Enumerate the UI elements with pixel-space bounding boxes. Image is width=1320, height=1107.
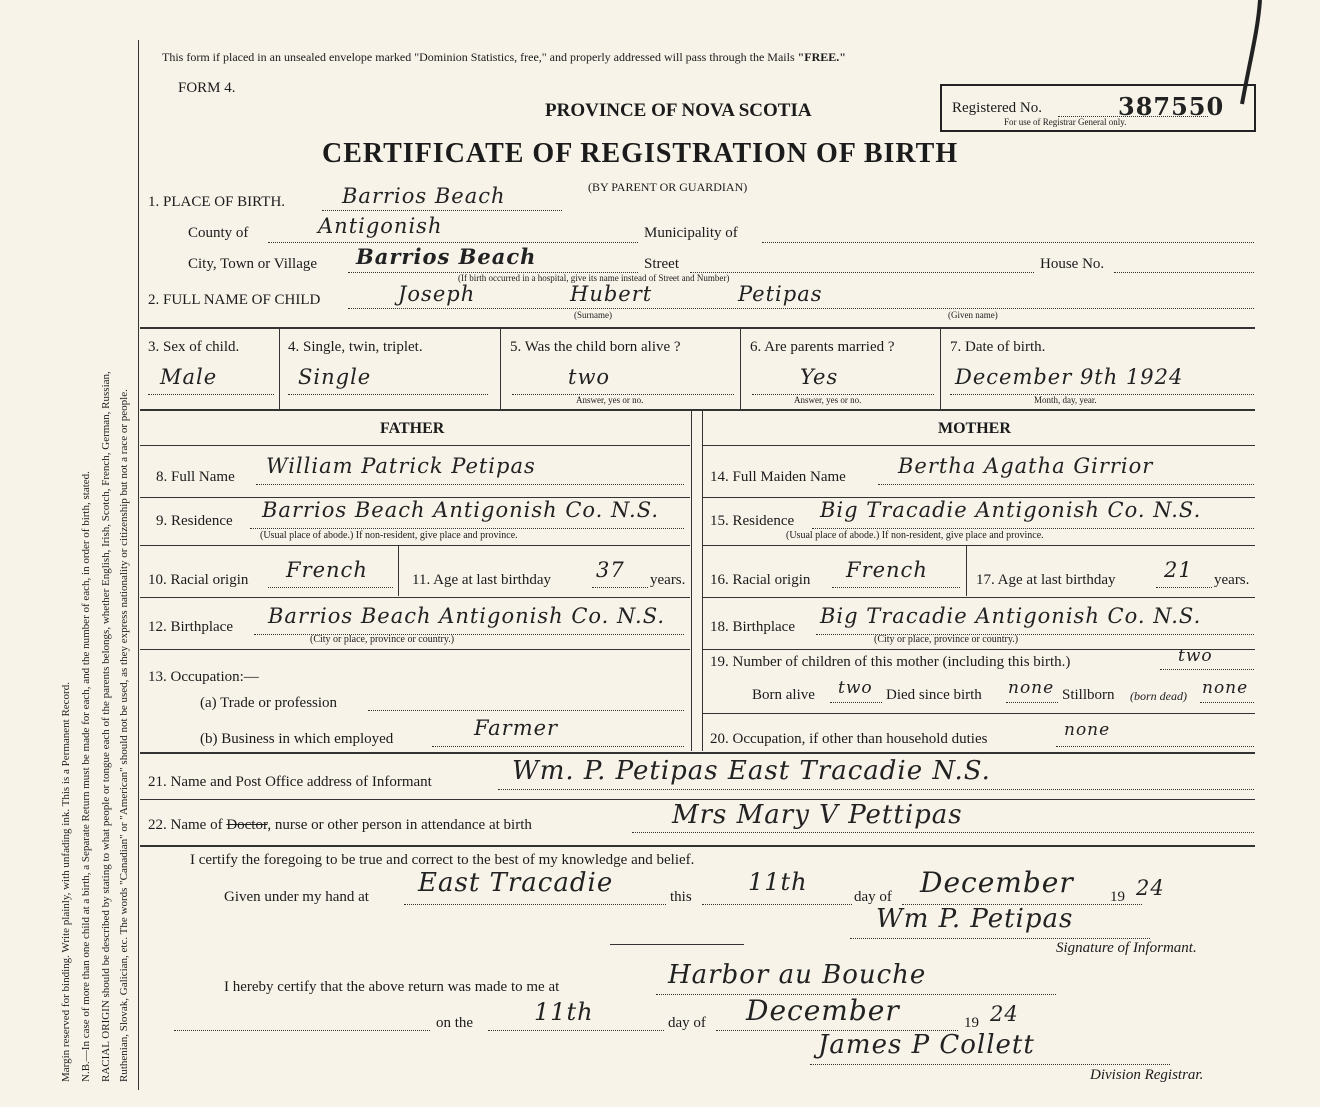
label-attendant: 22. Name of Doctor, nurse or other person in attendance at birth <box>148 817 532 833</box>
value-given-at: East Tracadie <box>418 868 614 898</box>
label-municipality: Municipality of <box>644 225 738 241</box>
value-father-residence: Barrios Beach Antigonish Co. N.S. <box>262 498 660 522</box>
label-born-alive: 5. Was the child born alive ? <box>510 339 681 355</box>
value-place-of-birth: Barrios Beach <box>342 184 506 208</box>
subtitle: (BY PARENT OR GUARDIAN) <box>588 180 748 194</box>
page-title: CERTIFICATE OF REGISTRATION OF BIRTH <box>322 138 959 169</box>
mail-notice: This form if placed in an unsealed envelope marked "Dominion Statistics, free," and properly addressed will pass through the Mails "FREE." <box>162 50 846 64</box>
label-mother-racial: 16. Racial origin <box>710 572 811 588</box>
father-city-note: (City or place, province or country.) <box>310 634 455 645</box>
value-city: Barrios Beach <box>356 244 537 269</box>
label-married: 6. Are parents married ? <box>750 339 895 355</box>
informant-signature: Wm P. Petipas <box>876 904 1074 934</box>
label-sex: 3. Sex of child. <box>148 339 240 355</box>
value-father-birthplace: Barrios Beach Antigonish Co. N.S. <box>268 604 666 628</box>
father-usual-place-note: (Usual place of abode.) If non-resident, give place and province. <box>260 530 518 541</box>
registrar-use-note: For use of Registrar General only. <box>1004 117 1127 127</box>
label-born-alive-count: Born alive <box>752 687 815 703</box>
value-on-year: 24 <box>990 1002 1019 1026</box>
value-mother-occupation: none <box>1064 720 1111 740</box>
value-county: Antigonish <box>318 214 443 238</box>
label-street: Street <box>644 256 679 272</box>
label-father-name: 8. Full Name <box>156 469 235 485</box>
label-surname: (Surname) <box>574 310 612 320</box>
label-mother-age: 17. Age at last birthday <box>976 572 1116 588</box>
registered-value: 387550 <box>1118 92 1225 121</box>
label-on-the: on the <box>436 1015 474 1031</box>
label-city: City, Town or Village <box>188 256 318 272</box>
margin-note-nb: N.B.—In case of more than one child at a birth, a Separate Return must be made for each, and the number of each, in order of birth, stated. <box>80 471 92 1082</box>
label-father-years: years. <box>650 572 686 588</box>
value-mother-maiden: Bertha Agatha Girrior <box>898 454 1154 478</box>
label-hereby: I hereby certify that the above return was made to me at <box>224 979 560 995</box>
value-attendant: Mrs Mary V Pettipas <box>672 800 963 830</box>
label-house-no: House No. <box>1040 256 1105 272</box>
mother-city-note: (City or place, province or country.) <box>874 634 1019 645</box>
value-father-name: William Patrick Petipas <box>266 454 536 478</box>
label-signature-informant: Signature of Informant. <box>1056 940 1197 956</box>
label-mother-maiden: 14. Full Maiden Name <box>710 469 846 485</box>
label-date-of-birth: 7. Date of birth. <box>950 339 1046 355</box>
value-given-day: 11th <box>748 868 808 896</box>
label-mother-residence: 15. Residence <box>710 513 795 529</box>
father-heading: FATHER <box>380 420 445 437</box>
value-children: two <box>1178 646 1213 666</box>
label-father-residence: 9. Residence <box>156 513 233 529</box>
given-year-prefix: 19 <box>1110 889 1125 905</box>
value-given-year: 24 <box>1136 876 1165 900</box>
label-single: 4. Single, twin, triplet. <box>288 339 423 355</box>
margin-note-racial: RACIAL ORIGIN should be described by stating to what people or tongue each of the parents belongs, whether English, Irish, Scotch, French, German, Russian, <box>100 371 112 1082</box>
value-given-name: Petipas <box>738 282 823 306</box>
label-father-birthplace: 12. Birthplace <box>148 619 233 635</box>
label-given-name: (Given name) <box>948 310 998 320</box>
label-mother-years: years. <box>1214 572 1250 588</box>
value-middle-name: Hubert <box>570 282 653 306</box>
value-surname: Joseph <box>398 282 476 306</box>
value-mother-racial: French <box>846 558 928 582</box>
certify-statement: I certify the foregoing to be true and correct to the best of my knowledge and belief. <box>190 852 695 868</box>
value-father-racial: French <box>286 558 368 582</box>
form-number: FORM 4. <box>178 80 236 96</box>
registered-label: Registered No. <box>952 100 1042 116</box>
value-father-age: 37 <box>596 558 625 582</box>
margin-line <box>138 40 139 1090</box>
value-mother-residence: Big Tracadie Antigonish Co. N.S. <box>820 498 1202 522</box>
on-year-prefix: 19 <box>964 1015 979 1031</box>
month-day-year-note: Month, day, year. <box>1034 395 1097 405</box>
value-business: Farmer <box>474 716 559 740</box>
label-stillborn: Stillborn <box>1062 687 1115 703</box>
value-on-day: 11th <box>534 998 594 1026</box>
value-informant: Wm. P. Petipas East Tracadie N.S. <box>512 756 991 786</box>
label-day-of: day of <box>854 889 892 905</box>
value-mother-age: 21 <box>1164 558 1193 582</box>
value-born-alive-count: two <box>838 678 873 698</box>
label-given-under: Given under my hand at <box>224 889 369 905</box>
value-married: Yes <box>800 365 839 389</box>
value-mother-birthplace: Big Tracadie Antigonish Co. N.S. <box>820 604 1202 628</box>
value-date-of-birth: December 9th 1924 <box>955 365 1184 389</box>
value-single: Single <box>298 365 372 389</box>
label-informant: 21. Name and Post Office address of Informant <box>148 774 432 790</box>
margin-note-binding: Margin reserved for binding. Write plainly, with unfading ink. This is a Permanent Record. <box>60 682 72 1082</box>
label-trade: (a) Trade or profession <box>200 695 338 711</box>
label-day-of-2: day of <box>668 1015 706 1031</box>
label-business: (b) Business in which employed <box>200 731 394 747</box>
label-division-registrar: Division Registrar. <box>1090 1067 1204 1083</box>
value-stillborn: none <box>1202 678 1249 698</box>
label-died-since: Died since birth <box>886 687 982 703</box>
hospital-note: (If birth occurred in a hospital, give its name instead of Street and Number) <box>458 273 730 283</box>
label-born-dead: (born dead) <box>1130 689 1187 703</box>
mother-heading: MOTHER <box>938 420 1011 437</box>
mother-usual-place-note: (Usual place of abode.) If non-resident, give place and province. <box>786 530 1044 541</box>
value-sex: Male <box>160 365 218 389</box>
label-place-of-birth: 1. PLACE OF BIRTH. <box>148 194 286 210</box>
label-children: 19. Number of children of this mother (including this birth.) <box>710 654 1071 670</box>
value-born-alive: two <box>568 365 611 389</box>
answer-note-6: Answer, yes or no. <box>794 395 862 405</box>
label-father-age: 11. Age at last birthday <box>412 572 551 588</box>
label-county: County of <box>188 225 249 241</box>
ink-stroke <box>1230 0 1270 110</box>
registrar-signature: James P Collett <box>818 1030 1035 1060</box>
province: PROVINCE OF NOVA SCOTIA <box>545 100 812 121</box>
label-full-name: 2. FULL NAME OF CHILD <box>148 292 321 308</box>
label-this: this <box>670 889 692 905</box>
answer-note-5: Answer, yes or no. <box>576 395 644 405</box>
value-died-since: none <box>1008 678 1055 698</box>
value-on-month: December <box>746 994 900 1027</box>
value-made-at: Harbor au Bouche <box>668 960 927 990</box>
margin-note-racial-2: Ruthenian, Slovak, Galician, etc. The words "Canadian" or "American" should not be used, as they express nationality or citizenship but not a race or people. <box>118 389 130 1082</box>
label-occupation: 13. Occupation:— <box>148 669 259 685</box>
label-father-racial: 10. Racial origin <box>148 572 249 588</box>
label-mother-birthplace: 18. Birthplace <box>710 619 795 635</box>
label-mother-occupation: 20. Occupation, if other than household duties <box>710 731 988 747</box>
value-given-month: December <box>920 866 1074 899</box>
